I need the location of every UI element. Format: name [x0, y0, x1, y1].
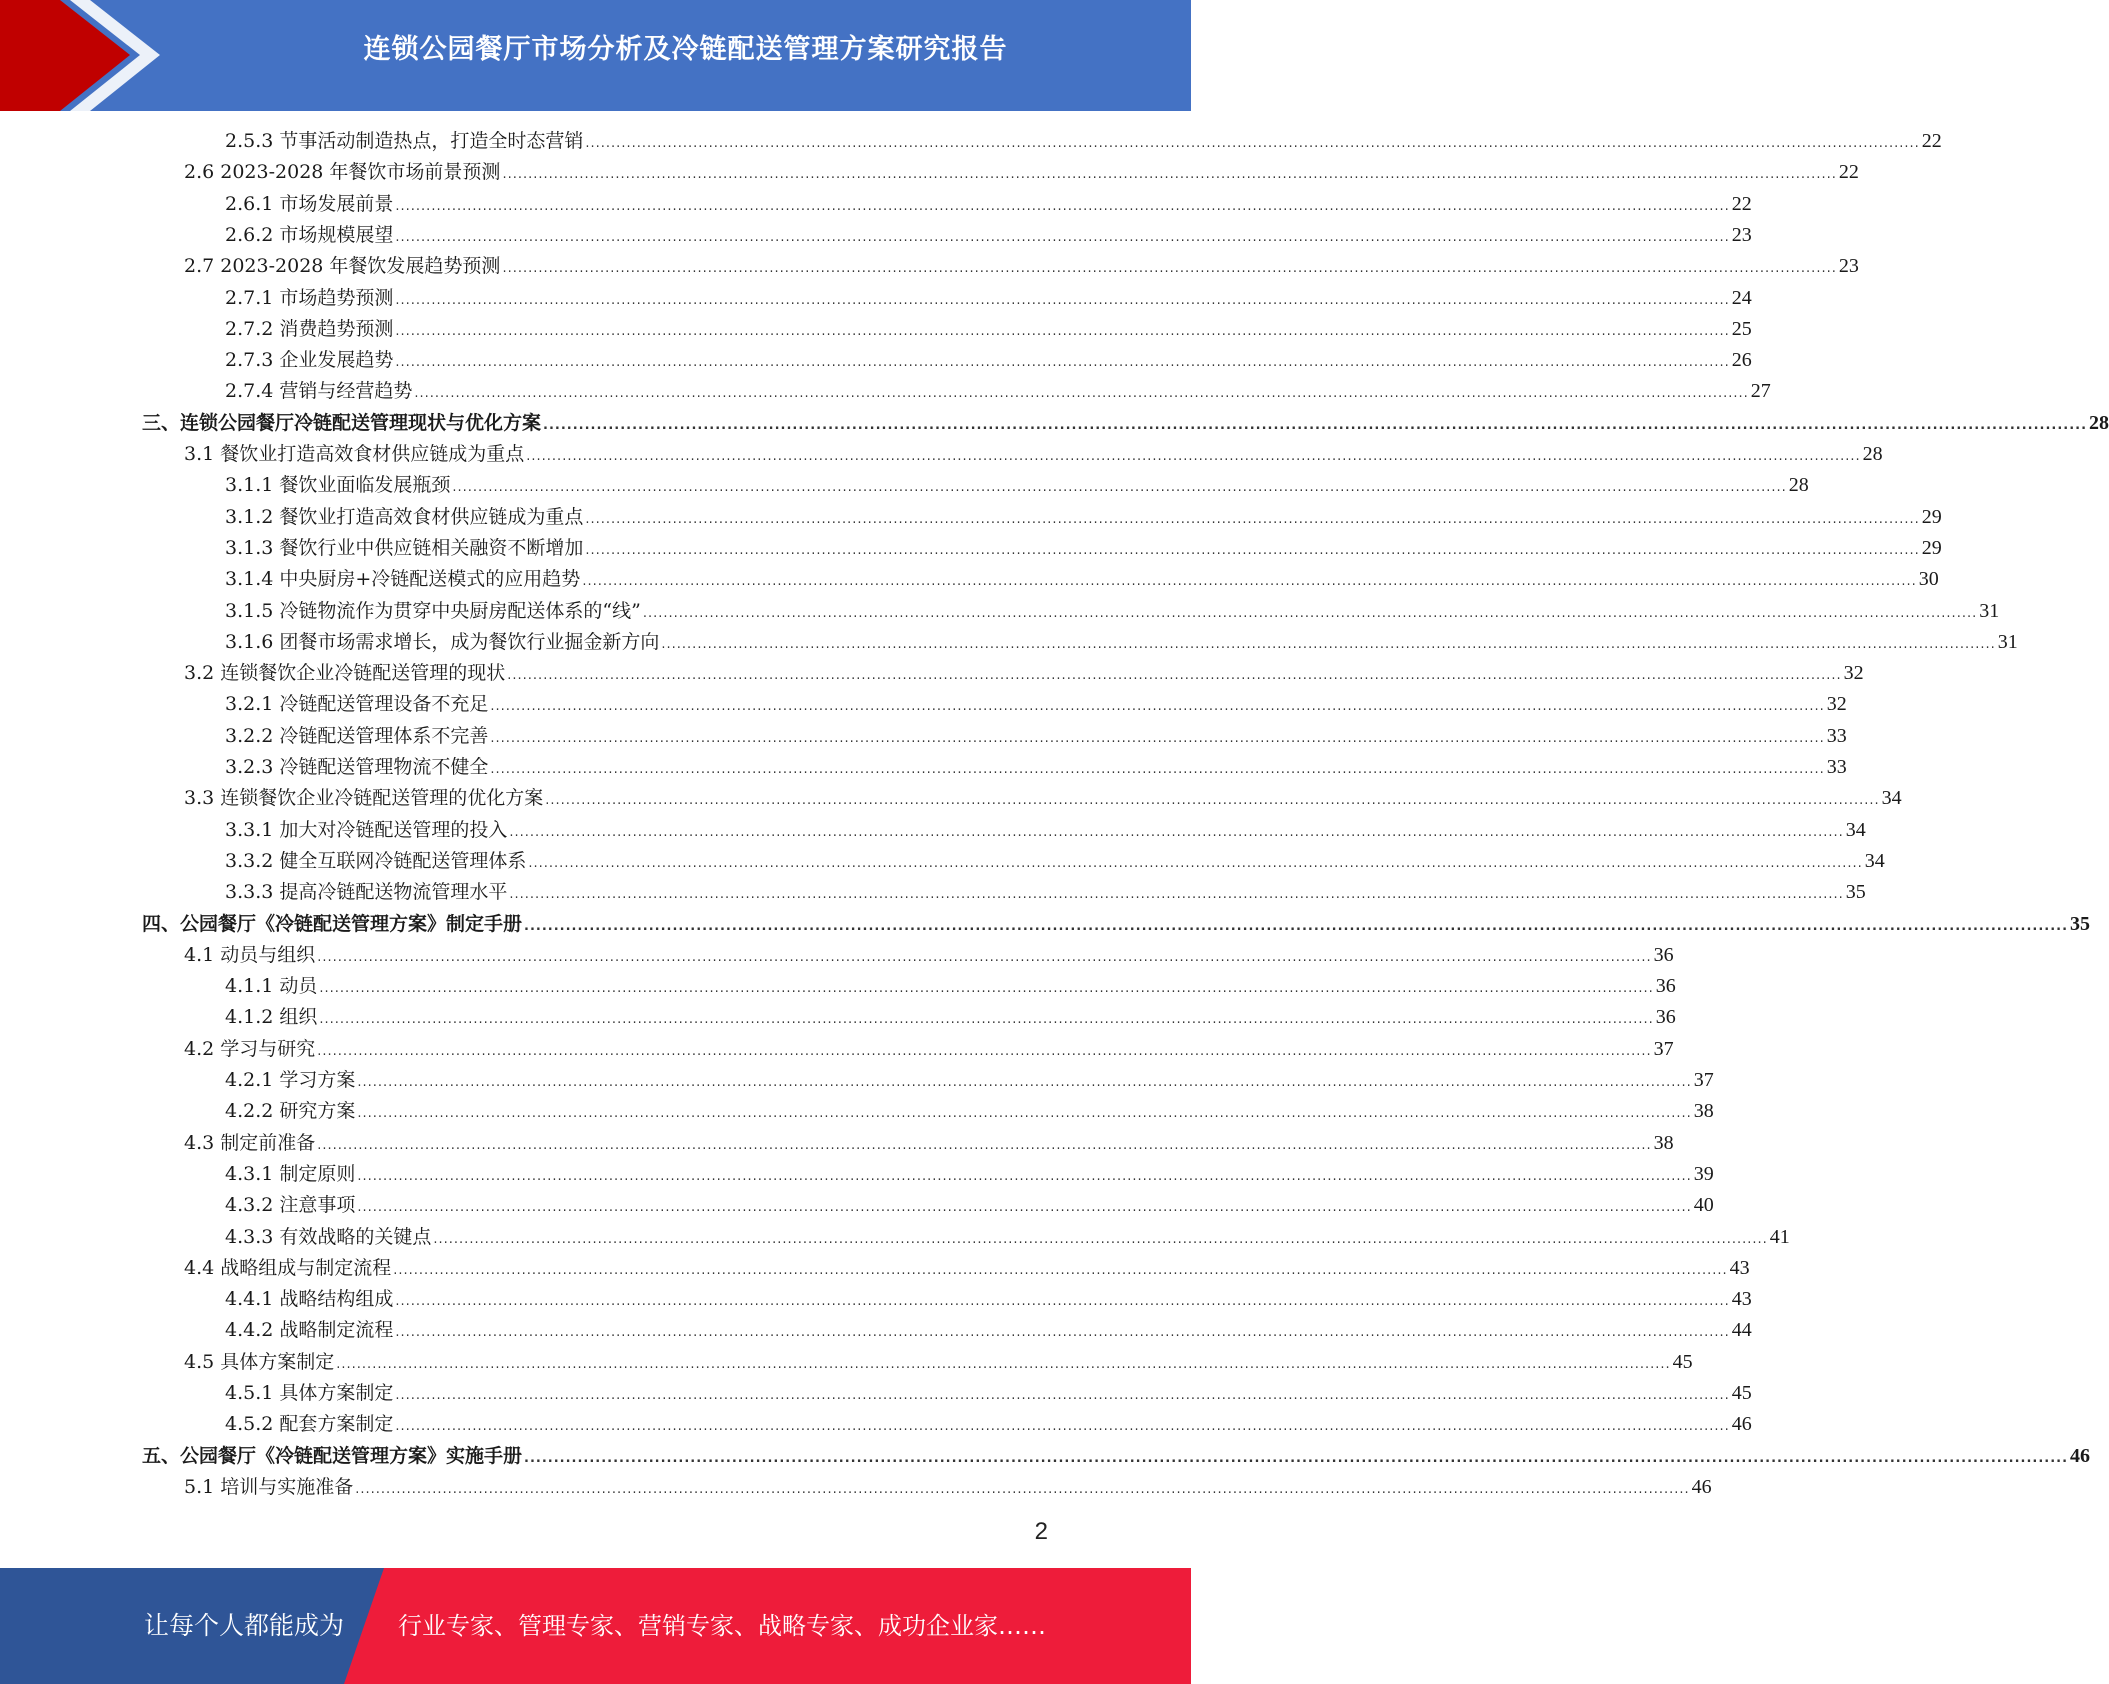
footer-slogan-roles: 行业专家、管理专家、营销专家、战略专家、成功企业家……: [398, 1612, 1046, 1640]
toc-entry[interactable]: [225, 752, 1847, 783]
toc-entry-title: 4.5 具体方案制定: [184, 1350, 335, 1373]
toc-entry-page: 32: [1826, 693, 1847, 716]
toc-entry[interactable]: [184, 1253, 1750, 1284]
toc-entry-page: 31: [1979, 599, 2000, 622]
toc-entry-page: 34: [1881, 787, 1902, 810]
toc-entry-page: 44: [1731, 1319, 1752, 1342]
toc-entry-title: 4.5.1 具体方案制定: [225, 1382, 394, 1404]
toc-dot-leader: ....................................................................................................................................................................................................................................................................: [317, 1137, 1652, 1153]
toc-entry-page: 36: [1655, 1006, 1676, 1029]
toc-entry-title: 3.2.1 冷链配送管理设备不充足: [225, 693, 489, 716]
toc-dot-leader: ....................................................................................................................................................................................................................................................................: [585, 542, 1920, 558]
toc-entry[interactable]: [225, 502, 1942, 533]
toc-entry[interactable]: [184, 658, 1864, 689]
toc-entry[interactable]: [225, 971, 1676, 1002]
toc-entry-title: 三、连锁公园餐厅冷链配送管理现状与优化方案: [142, 411, 542, 434]
toc-entry-title: 3.2.2 冷链配送管理体系不完善: [225, 724, 489, 747]
toc-entry-page: 29: [1921, 505, 1942, 528]
toc-dot-leader: ....................................................................................................................................................................................................................................................................: [357, 1200, 1692, 1216]
toc-dot-leader: ....................................................................................................................................................................................................................................................................: [526, 449, 1861, 464]
toc-entry-title: 3.2 连锁餐饮企业冷链配送管理的现状: [184, 662, 506, 685]
toc-entry-page: 38: [1653, 1131, 1674, 1154]
toc-dot-leader: ....................................................................................................................................................................................................................................................................: [490, 699, 1825, 715]
toc-entry-title: 4.5.2 配套方案制定: [225, 1413, 394, 1436]
toc-entry-page: 28: [1862, 443, 1883, 465]
toc-entry-page: 23: [1731, 223, 1752, 246]
toc-entry-title: 4.2.2 研究方案: [225, 1100, 356, 1123]
toc-entry[interactable]: [225, 1190, 1714, 1221]
toc-entry[interactable]: [225, 877, 1866, 908]
toc-entry[interactable]: [184, 157, 1859, 188]
toc-dot-leader: ....................................................................................................................................................................................................................................................................: [490, 762, 1825, 777]
toc-entry-page: 35: [2070, 912, 2091, 935]
toc-entry[interactable]: [225, 1159, 1714, 1190]
toc-entry-title: 3.1.1 餐饮业面临发展瓶颈: [225, 474, 451, 497]
toc-entry-page: 24: [1731, 286, 1752, 309]
toc-entry-page: 46: [1691, 1475, 1712, 1498]
toc-entry-page: 31: [1997, 630, 2018, 653]
toc-entry[interactable]: [225, 1378, 1752, 1409]
toc-entry-title: 3.1.5 冷链物流作为贯穿中央厨房配送体系的“线”: [225, 599, 641, 622]
toc-entry-title: 4.3.1 制定原则: [225, 1162, 356, 1185]
toc-entry[interactable]: [184, 1034, 1674, 1065]
toc-dot-leader: ....................................................................................................................................................................................................................................................................: [395, 1325, 1730, 1341]
toc-dot-leader: ....................................................................................................................................................................................................................................................................: [524, 918, 2069, 934]
toc-entry-page: 46: [2070, 1444, 2091, 1467]
toc-entry-page: 23: [1838, 255, 1859, 278]
toc-dot-leader: ....................................................................................................................................................................................................................................................................: [355, 1481, 1690, 1497]
toc-dot-leader: ....................................................................................................................................................................................................................................................................: [509, 824, 1844, 840]
toc-entry-page: 45: [1672, 1350, 1693, 1373]
toc-entry-page: 28: [1788, 474, 1809, 497]
toc-entry-title: 4.1.1 动员: [225, 975, 318, 998]
toc-dot-leader: ....................................................................................................................................................................................................................................................................: [502, 261, 1837, 277]
toc-entry[interactable]: [225, 1315, 1752, 1346]
toc-entry-page: 29: [1921, 536, 1942, 559]
toc-dot-leader: ....................................................................................................................................................................................................................................................................: [502, 167, 1837, 183]
toc-entry-page: 33: [1826, 724, 1847, 747]
toc-dot-leader: ....................................................................................................................................................................................................................................................................: [414, 386, 1749, 402]
toc-dot-leader: ....................................................................................................................................................................................................................................................................: [393, 1262, 1728, 1278]
toc-entry[interactable]: [225, 314, 1752, 345]
toc-dot-leader: ....................................................................................................................................................................................................................................................................: [585, 136, 1920, 151]
toc-entry-title: 4.3 制定前准备: [184, 1131, 316, 1154]
toc-entry[interactable]: [225, 1096, 1714, 1127]
toc-dot-leader: ....................................................................................................................................................................................................................................................................: [319, 1012, 1654, 1028]
toc-entry-title: 2.7.3 企业发展趋势: [225, 349, 394, 372]
toc-entry-title: 4.1 动员与组织: [184, 943, 316, 966]
toc-entry-page: 35: [1845, 881, 1866, 904]
footer-slogan-lead: 让每个人都能成为: [144, 1611, 345, 1640]
toc-entry[interactable]: [225, 846, 1885, 877]
toc-entry-page: 39: [1693, 1162, 1714, 1185]
page-header: [0, 0, 1191, 111]
toc-entry-page: 22: [1921, 130, 1942, 152]
document-title: 连锁公园餐厅市场分析及冷链配送管理方案研究报告: [363, 34, 1008, 65]
toc-entry[interactable]: [142, 408, 2109, 439]
toc-dot-leader: ....................................................................................................................................................................................................................................................................: [357, 1168, 1692, 1184]
toc-entry[interactable]: [225, 815, 1866, 846]
toc-entry-page: 22: [1838, 161, 1859, 184]
toc-entry-title: 3.1.4 中央厨房+冷链配送模式的应用趋势: [225, 568, 581, 591]
toc-dot-leader: ....................................................................................................................................................................................................................................................................: [582, 574, 1917, 590]
toc-dot-leader: ....................................................................................................................................................................................................................................................................: [543, 417, 2088, 433]
toc-dot-leader: ....................................................................................................................................................................................................................................................................: [395, 292, 1730, 308]
toc-dot-leader: ....................................................................................................................................................................................................................................................................: [395, 1294, 1730, 1310]
toc-entry-page: 43: [1729, 1256, 1750, 1279]
toc-entry[interactable]: [225, 1222, 1790, 1253]
toc-entry-title: 四、公园餐厅《冷链配送管理方案》制定手册: [142, 912, 523, 935]
toc-entry[interactable]: [225, 220, 1752, 251]
toc-dot-leader: ....................................................................................................................................................................................................................................................................: [317, 949, 1652, 965]
toc-entry-title: 3.3.1 加大对冷链配送管理的投入: [225, 818, 508, 841]
toc-entry-title: 4.2 学习与研究: [184, 1037, 316, 1060]
toc-entry[interactable]: [225, 627, 2018, 658]
toc-entry-page: 26: [1731, 349, 1752, 372]
toc-entry-title: 3.1.2 餐饮业打造高效食材供应链成为重点: [225, 505, 584, 528]
toc-dot-leader: ....................................................................................................................................................................................................................................................................: [395, 1388, 1730, 1403]
toc-entry-page: 45: [1731, 1382, 1752, 1404]
toc-entry-page: 43: [1731, 1288, 1752, 1311]
toc-entry-page: 40: [1693, 1194, 1714, 1217]
toc-entry-title: 2.5.3 节事活动制造热点，打造全时态营销: [225, 130, 584, 152]
toc-entry-page: 32: [1843, 662, 1864, 685]
toc-dot-leader: ....................................................................................................................................................................................................................................................................: [661, 636, 1996, 652]
toc-entry-title: 3.1 餐饮业打造高效食材供应链成为重点: [184, 443, 525, 465]
toc-entry-page: 27: [1750, 380, 1771, 403]
toc-entry[interactable]: [225, 1065, 1714, 1096]
toc-entry-page: 37: [1693, 1069, 1714, 1091]
toc-dot-leader: ....................................................................................................................................................................................................................................................................: [585, 511, 1920, 527]
toc-entry-page: 41: [1769, 1225, 1790, 1248]
toc-entry-title: 2.6 2023-2028 年餐饮市场前景预测: [184, 161, 501, 184]
toc-entry[interactable]: [225, 1284, 1752, 1315]
toc-entry[interactable]: [184, 1347, 1693, 1378]
page-number: 2: [1034, 1518, 1048, 1545]
toc-dot-leader: ....................................................................................................................................................................................................................................................................: [433, 1231, 1768, 1247]
toc-entry-title: 5.1 培训与实施准备: [184, 1475, 354, 1498]
toc-entry-title: 2.6.2 市场规模展望: [225, 223, 394, 246]
toc-entry[interactable]: [225, 564, 1939, 595]
toc-entry-page: 46: [1731, 1413, 1752, 1436]
toc-entry-title: 3.2.3 冷链配送管理物流不健全: [225, 756, 489, 778]
toc-dot-leader: ....................................................................................................................................................................................................................................................................: [319, 981, 1654, 997]
toc-dot-leader: ....................................................................................................................................................................................................................................................................: [336, 1356, 1671, 1372]
toc-entry[interactable]: [225, 1002, 1676, 1033]
toc-entry-title: 4.3.3 有效战略的关键点: [225, 1225, 432, 1248]
toc-entry[interactable]: [225, 189, 1752, 220]
toc-dot-leader: ....................................................................................................................................................................................................................................................................: [507, 668, 1842, 684]
page-footer: [0, 1568, 1191, 1684]
toc-entry-title: 4.1.2 组织: [225, 1006, 318, 1029]
toc-entry[interactable]: [184, 251, 1859, 282]
toc-entry-page: 25: [1731, 317, 1752, 340]
toc-entry-title: 4.2.1 学习方案: [225, 1069, 356, 1091]
toc-dot-leader: ....................................................................................................................................................................................................................................................................: [545, 793, 1880, 809]
toc-entry[interactable]: [142, 909, 2091, 940]
toc-entry-title: 4.4.2 战略制定流程: [225, 1319, 394, 1342]
toc-entry-title: 2.7.2 消费趋势预测: [225, 317, 394, 340]
toc-entry-title: 3.3 连锁餐饮企业冷链配送管理的优化方案: [184, 787, 544, 810]
toc-entry-title: 五、公园餐厅《冷链配送管理方案》实施手册: [142, 1444, 523, 1467]
toc-entry-page: 37: [1653, 1037, 1674, 1060]
toc-entry-title: 4.4 战略组成与制定流程: [184, 1256, 392, 1279]
toc-entry-title: 2.7 2023-2028 年餐饮发展趋势预测: [184, 255, 501, 278]
toc-entry-title: 3.1.6 团餐市场需求增长，成为餐饮行业掘金新方向: [225, 630, 660, 653]
toc-dot-leader: ....................................................................................................................................................................................................................................................................: [528, 855, 1863, 871]
toc-dot-leader: ....................................................................................................................................................................................................................................................................: [395, 1419, 1730, 1435]
toc-entry[interactable]: [225, 470, 1809, 501]
toc-dot-leader: ....................................................................................................................................................................................................................................................................: [317, 1043, 1652, 1059]
toc-entry[interactable]: [225, 533, 1942, 564]
toc-entry-page: 34: [1864, 849, 1885, 872]
toc-entry-title: 3.1.3 餐饮行业中供应链相关融资不断增加: [225, 536, 584, 559]
toc-entry[interactable]: [225, 376, 1771, 407]
toc-entry-title: 2.7.4 营销与经营趋势: [225, 380, 413, 403]
toc-entry-page: 22: [1731, 192, 1752, 215]
toc-entry[interactable]: [184, 783, 1902, 814]
toc-entry[interactable]: [225, 721, 1847, 752]
toc-dot-leader: ....................................................................................................................................................................................................................................................................: [357, 1075, 1692, 1090]
toc-entry-title: 2.6.1 市场发展前景: [225, 192, 394, 215]
toc-entry[interactable]: [184, 1128, 1674, 1159]
toc-dot-leader: ....................................................................................................................................................................................................................................................................: [509, 887, 1844, 903]
toc-dot-leader: ....................................................................................................................................................................................................................................................................: [395, 198, 1730, 214]
toc-entry[interactable]: [225, 689, 1847, 720]
toc-entry[interactable]: [225, 596, 2000, 627]
toc-entry-title: 4.3.2 注意事项: [225, 1194, 356, 1217]
toc-dot-leader: ....................................................................................................................................................................................................................................................................: [395, 229, 1730, 245]
toc-entry[interactable]: [225, 283, 1752, 314]
toc-entry[interactable]: [184, 940, 1674, 971]
toc-entry[interactable]: [184, 439, 1883, 470]
toc-entry-title: 4.4.1 战略结构组成: [225, 1288, 394, 1311]
toc-dot-leader: ....................................................................................................................................................................................................................................................................: [642, 605, 1978, 621]
toc-dot-leader: ....................................................................................................................................................................................................................................................................: [395, 323, 1730, 339]
toc-entry[interactable]: [142, 1441, 2091, 1472]
toc-entry-page: 33: [1826, 756, 1847, 778]
toc-entry-page: 36: [1653, 943, 1674, 966]
toc-dot-leader: ....................................................................................................................................................................................................................................................................: [524, 1450, 2069, 1466]
toc-entry[interactable]: [225, 345, 1752, 376]
toc-dot-leader: ....................................................................................................................................................................................................................................................................: [395, 355, 1730, 371]
toc-entry-title: 2.7.1 市场趋势预测: [225, 286, 394, 309]
toc-entry-page: 36: [1655, 975, 1676, 998]
toc-entry[interactable]: [225, 1409, 1752, 1440]
toc-dot-leader: ....................................................................................................................................................................................................................................................................: [452, 480, 1787, 496]
toc-entry-page: 34: [1845, 818, 1866, 841]
toc-entry-title: 3.3.3 提高冷链配送物流管理水平: [225, 881, 508, 904]
toc-dot-leader: ....................................................................................................................................................................................................................................................................: [490, 730, 1825, 746]
toc-entry-page: 30: [1918, 568, 1939, 591]
toc-entry-page: 28: [2089, 411, 2109, 434]
toc-entry[interactable]: [184, 1472, 1712, 1503]
toc-entry-page: 38: [1693, 1100, 1714, 1123]
toc-dot-leader: ....................................................................................................................................................................................................................................................................: [357, 1106, 1692, 1122]
toc-entry-title: 3.3.2 健全互联网冷链配送管理体系: [225, 849, 527, 872]
toc-entry[interactable]: [225, 126, 1942, 157]
